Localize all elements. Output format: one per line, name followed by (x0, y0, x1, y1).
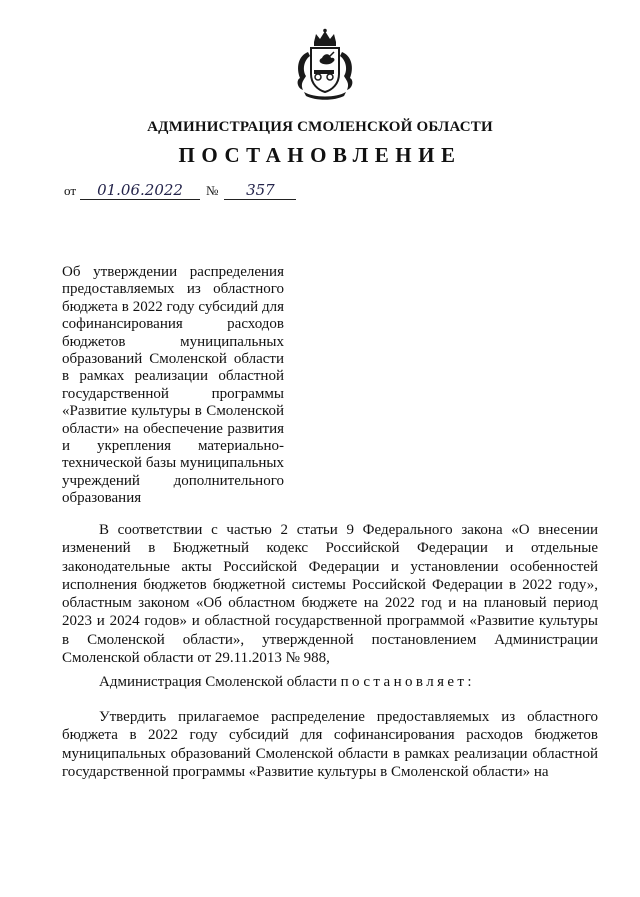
document-date: 01.06.2022 (80, 181, 200, 200)
organization-name: АДМИНИСТРАЦИЯ СМОЛЕНСКОЙ ОБЛАСТИ (147, 119, 493, 135)
preamble-paragraph: В соответствии с частью 2 статьи 9 Федерального закона «О внесении изменений в Бюджетный кодекс Российской Федерации и отдельные законодательные акты Российской Федерации и установлении особенностей исполнения бюджетов бюджетной системы Российской Федерации в 2022 году», областным законом «Об областном бюджете на 2022 год и на плановый период 2023 и 2024 годов» и областной государственной программой «Развитие культуры в Смоленской области», утвержденной постановлением Администрации Смоленской области от 29.11.2013 № 988, (62, 522, 598, 667)
from-label: от (64, 183, 77, 198)
document-number: 357 (224, 181, 296, 200)
resolution-verb: постановляет: (340, 674, 475, 690)
date-number-line (64, 181, 296, 200)
number-label: № (206, 183, 219, 198)
resolution-subject: Администрация Смоленской области (99, 674, 337, 690)
document-subject: Об утверждении распределения предоставляемых из областного бюджета в 2022 году субсидий для софинансирования расходов бюджетов муниципальных образований Смоленской области в рамках реализации областной государственной программы «Развитие культуры в Смоленской области» на обеспечение развития и укрепления материально-технической базы муниципальных учреждений дополнительного образования (62, 264, 284, 507)
coat-of-arms-icon (294, 28, 356, 102)
document-type: ПОСТАНОВЛЕНИЕ (178, 143, 462, 167)
resolution-paragraph (62, 673, 598, 691)
decision-paragraph: Утвердить прилагаемое распределение предоставляемых из областного бюджета в 2022 году субсидий для софинансирования расходов бюджетов муниципальных образований Смоленской области в рамках реализации областной государственной программы «Развитие культуры в Смоленской области» на (62, 709, 598, 780)
